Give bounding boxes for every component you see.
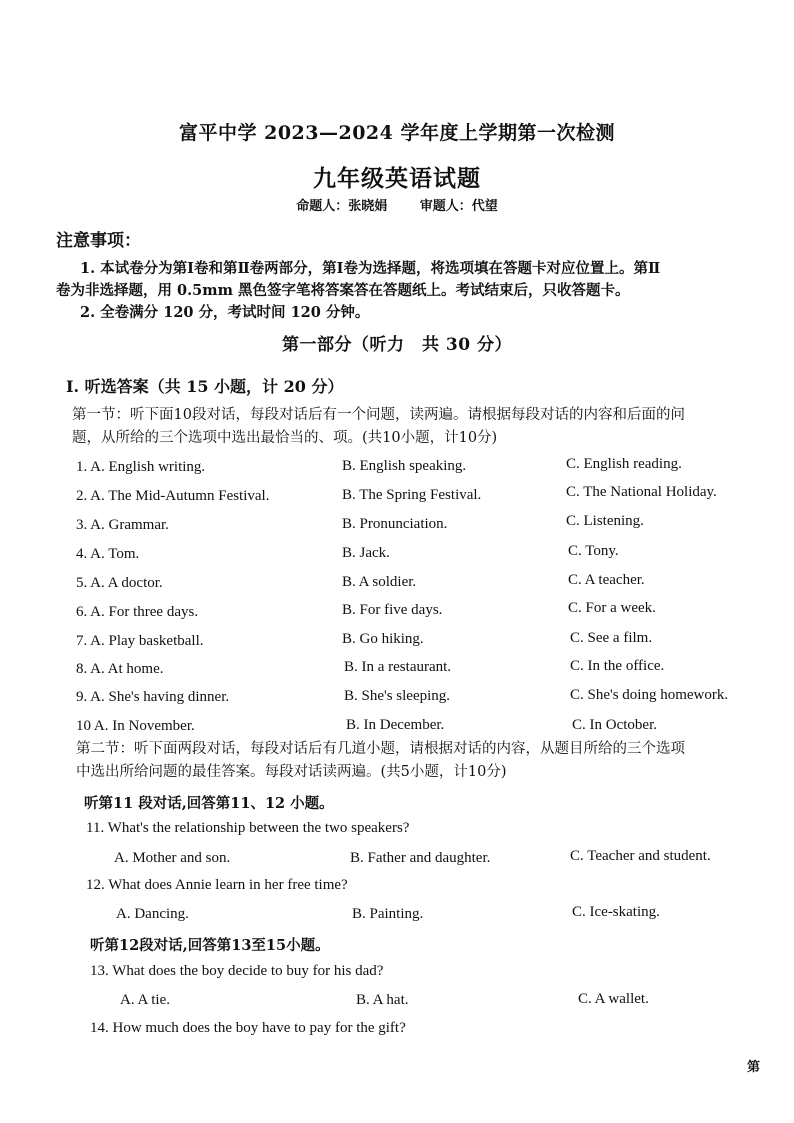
question-12: 12. What does Annie learn in her free time?	[86, 877, 348, 893]
section-title: Ⅰ. 听选答案（共 15 小题，计 20 分）	[66, 377, 344, 396]
question-11-option-c: C. Teacher and student.	[570, 848, 711, 864]
question-2-option-a: 2. A. The Mid-Autumn Festival.	[76, 488, 270, 504]
question-12-option-b: B. Painting.	[352, 906, 424, 922]
question-4-option-b: B. Jack.	[342, 545, 390, 561]
question-11-option-a: A. Mother and son.	[114, 850, 231, 866]
listen-dialogue-11: 听第11 段对话,回答第11、12 小题。	[84, 795, 334, 812]
question-12-option-a: A. Dancing.	[116, 906, 189, 922]
question-6-option-c: C. For a week.	[568, 600, 656, 616]
sub1-instructions-line-2: 题，从所给的三个选项中选出最恰当的、项。(共10小题，计10分)	[72, 430, 498, 446]
question-13-option-a: A. A tie.	[120, 992, 171, 1008]
question-7-option-b: B. Go hiking.	[342, 631, 424, 647]
sub2-instructions-line-2: 中选出所给问题的最佳答案。每段对话读两遍。(共5小题，计10分)	[76, 764, 507, 780]
question-2-option-c: C. The National Holiday.	[566, 484, 717, 500]
question-4-option-a: 4. A. Tom.	[76, 546, 140, 562]
question-7-option-a: 7. A. Play basketball.	[76, 633, 204, 649]
question-13: 13. What does the boy decide to buy for his dad?	[90, 963, 384, 979]
question-6-option-a: 6. A. For three days.	[76, 604, 199, 620]
sub1-instructions-line-1: 第一节：听下面10段对话，每段对话后有一个问题，读两遍。请根据每段对话的内容和后面的问	[72, 407, 685, 423]
question-12-option-c: C. Ice-skating.	[572, 904, 660, 920]
notice-item-1-line-1: 1. 本试卷分为第Ⅰ卷和第Ⅱ卷两部分，第Ⅰ卷为选择题，将选项填在答题卡对应位置上。第Ⅱ	[80, 260, 661, 277]
listen-dialogue-12: 听第12段对话,回答第13至15小题。	[90, 937, 330, 954]
question-11: 11. What's the relationship between the two speakers?	[86, 820, 410, 836]
question-3-option-c: C. Listening.	[566, 513, 644, 529]
exam-subtitle: 九年级英语试题	[313, 165, 481, 192]
notice-item-1-line-2: 卷为非选择题，用 0.5mm 黑色签字笔将答案答在答题纸上。考试结束后，只收答题卡。	[56, 282, 630, 299]
question-1-option-c: C. English reading.	[566, 456, 682, 472]
question-5-option-c: C. A teacher.	[568, 572, 645, 588]
question-8-option-b: B. In a restaurant.	[344, 659, 452, 675]
part-title: 第一部分（听力 共 30 分）	[282, 335, 512, 355]
question-1-option-a: 1. A. English writing.	[76, 459, 206, 475]
reviewer: 审题人：代望	[419, 199, 498, 214]
question-4-option-c: C. Tony.	[568, 543, 619, 559]
question-9-option-a: 9. A. She's having dinner.	[76, 689, 230, 705]
exam-title: 富平中学 2023—2024 学年度上学期第一次检测	[179, 122, 615, 144]
notice-heading: 注意事项：	[56, 231, 141, 251]
question-3-option-b: B. Pronunciation.	[342, 516, 448, 532]
question-10-option-a: 10 A. In November.	[76, 718, 195, 734]
question-8-option-c: C. In the office.	[570, 658, 665, 674]
question-13-option-c: C. A wallet.	[578, 991, 649, 1007]
question-13-option-b: B. A hat.	[356, 992, 409, 1008]
question-11-option-b: B. Father and daughter.	[350, 850, 491, 866]
question-9-option-b: B. She's sleeping.	[344, 688, 451, 704]
question-3-option-a: 3. A. Grammar.	[76, 517, 169, 533]
question-2-option-b: B. The Spring Festival.	[342, 487, 482, 503]
question-5-option-b: B. A soldier.	[342, 574, 417, 590]
sub2-instructions-line-1: 第二节：听下面两段对话，每段对话后有几道小题，请根据对话的内容，从题目所给的三个选项	[76, 741, 685, 757]
question-14: 14. How much does the boy have to pay for the gift?	[90, 1020, 406, 1036]
notice-item-2: 2. 全卷满分 120 分，考试时间 120 分钟。	[80, 304, 370, 321]
question-10-option-b: B. In December.	[346, 717, 445, 733]
author: 命题人：张晓娟	[296, 199, 388, 214]
question-1-option-b: B. English speaking.	[342, 458, 467, 474]
question-5-option-a: 5. A. A doctor.	[76, 575, 163, 591]
question-7-option-c: C. See a film.	[570, 630, 653, 646]
question-10-option-c: C. In October.	[572, 717, 657, 733]
question-9-option-c: C. She's doing homework.	[570, 687, 729, 703]
page-number-label: 第	[746, 1060, 760, 1075]
question-8-option-a: 8. A. At home.	[76, 661, 164, 677]
authors-line	[0, 195, 794, 214]
question-6-option-b: B. For five days.	[342, 602, 443, 618]
